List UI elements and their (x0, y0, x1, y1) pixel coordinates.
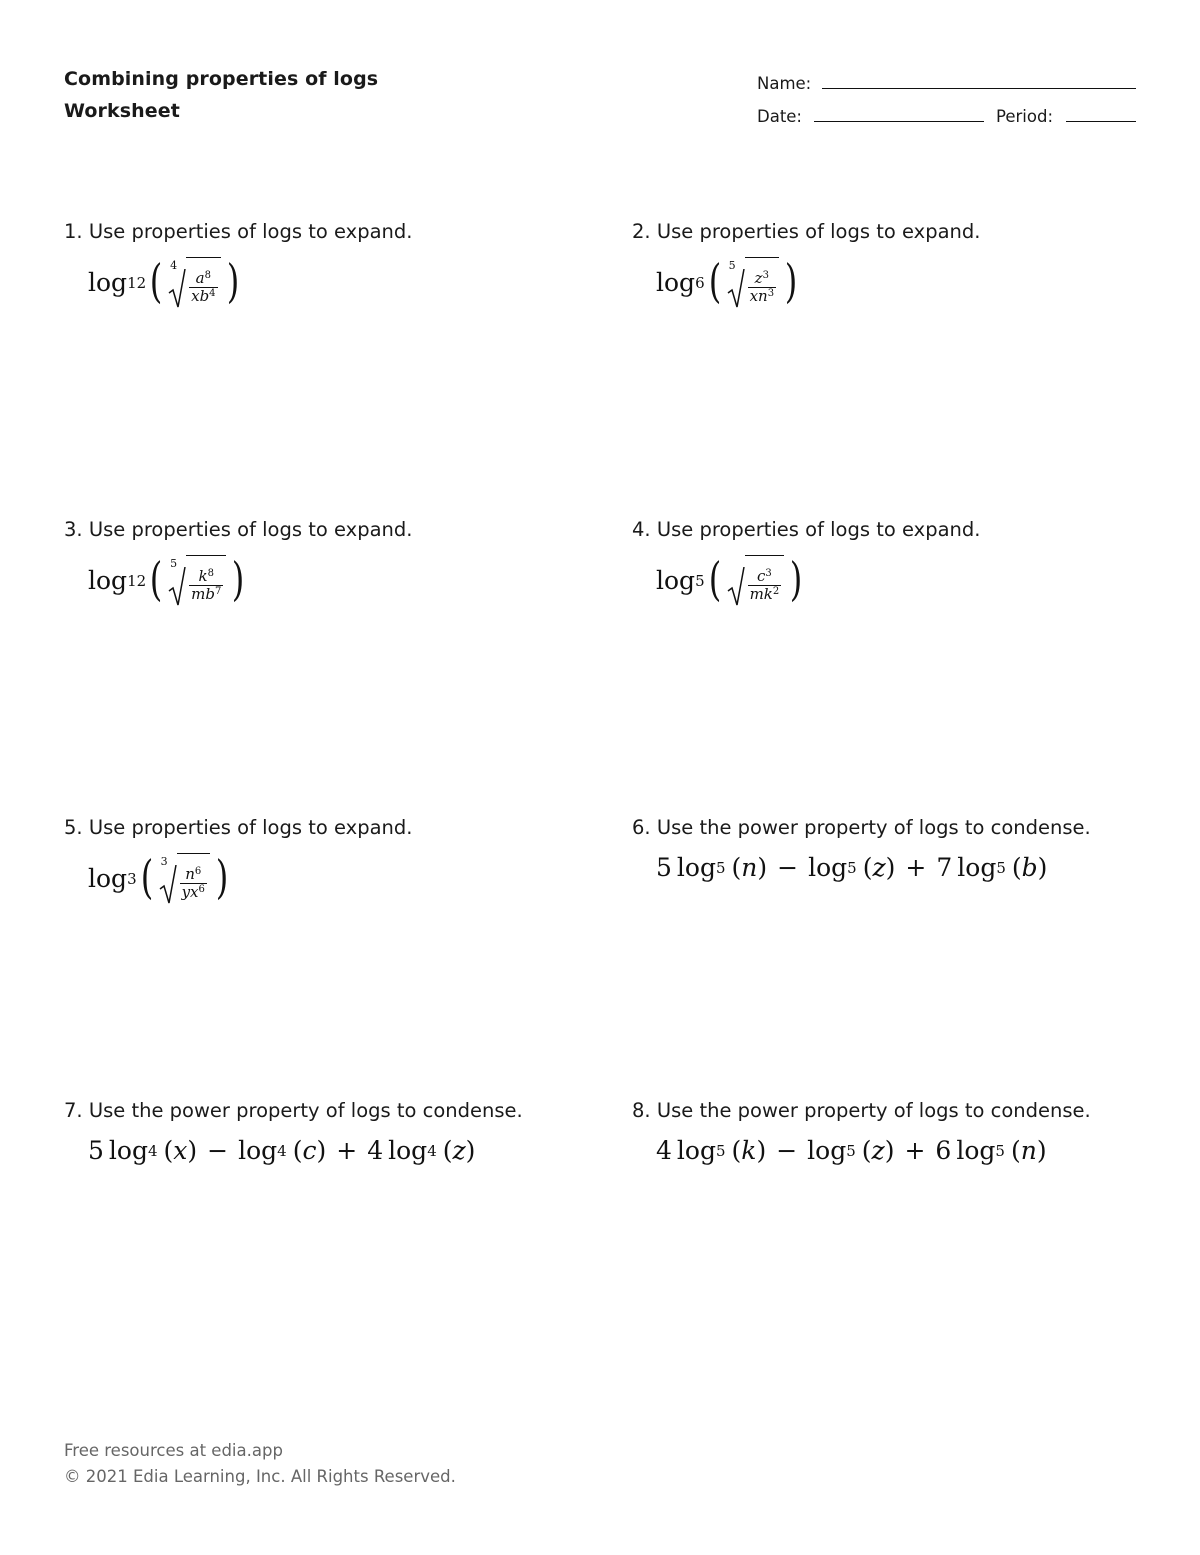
radical: 5 $\frac{z^3}{xn^3}$ (727, 257, 780, 309)
footer-resources: Free resources at edia.app (64, 1441, 283, 1460)
problem-prompt: 5. Use properties of logs to expand. (64, 816, 413, 839)
problem-prompt: 7. Use the power property of logs to condense. (64, 1099, 523, 1122)
worksheet-title: Combining properties of logs (64, 68, 379, 90)
condense-expression: 5 log 5 (n) − log 5 (z) + 7 log 5 (b) (656, 853, 1048, 882)
problem-6 (632, 816, 1152, 882)
condense-expression: 4 log 5 (k) − log 5 (z) + 6 log 5 (n) (656, 1136, 1047, 1165)
problem-7 (64, 1099, 584, 1165)
problem-5 (64, 816, 584, 905)
radical: $\frac{c^3}{mk^2}$ (727, 555, 785, 607)
date-line[interactable] (814, 121, 984, 122)
period-line[interactable] (1066, 121, 1136, 122)
problem-1 (64, 220, 584, 309)
expand-expression: log 6 ( 5 $\frac{z^3}{xn^3}$ ) (656, 253, 798, 308)
radical: 4 $\frac{a^8}{xb^4}$ (168, 257, 220, 309)
name-label: Name: (757, 74, 812, 93)
radical: 5 $\frac{k^8}{mb^7}$ (168, 555, 226, 607)
problem-prompt: 1. Use properties of logs to expand. (64, 220, 413, 243)
problem-4 (632, 518, 1152, 607)
date-label: Date: (757, 107, 802, 126)
expand-expression: log 12 ( 5 $\frac{k^8}{mb^7}$ ) (88, 551, 245, 606)
radical: 3 $\frac{n^6}{yx^6}$ (159, 853, 210, 905)
problem-prompt: 2. Use properties of logs to expand. (632, 220, 981, 243)
problem-prompt: 4. Use properties of logs to expand. (632, 518, 981, 541)
expand-expression: log 12 ( 4 $\frac{a^8}{xb^4}$ ) (88, 253, 239, 308)
problem-prompt: 3. Use properties of logs to expand. (64, 518, 413, 541)
worksheet-subtitle: Worksheet (64, 100, 180, 122)
problem-3 (64, 518, 584, 607)
problem-prompt: 6. Use the power property of logs to condense. (632, 816, 1091, 839)
expand-expression: log 3 ( 3 $\frac{n^6}{yx^6}$ ) (88, 849, 229, 904)
problem-2 (632, 220, 1152, 309)
condense-expression: 5 log 4 (x) − log 4 (c) + 4 log 4 (z) (88, 1136, 476, 1165)
problem-8 (632, 1099, 1152, 1165)
name-line[interactable] (822, 88, 1136, 89)
expand-expression: log 5 ( $\frac{c^3}{mk^2}$ ) (656, 551, 803, 606)
problem-prompt: 8. Use the power property of logs to condense. (632, 1099, 1091, 1122)
period-label: Period: (996, 107, 1054, 126)
footer-copyright: © 2021 Edia Learning, Inc. All Rights Reserved. (64, 1467, 456, 1486)
